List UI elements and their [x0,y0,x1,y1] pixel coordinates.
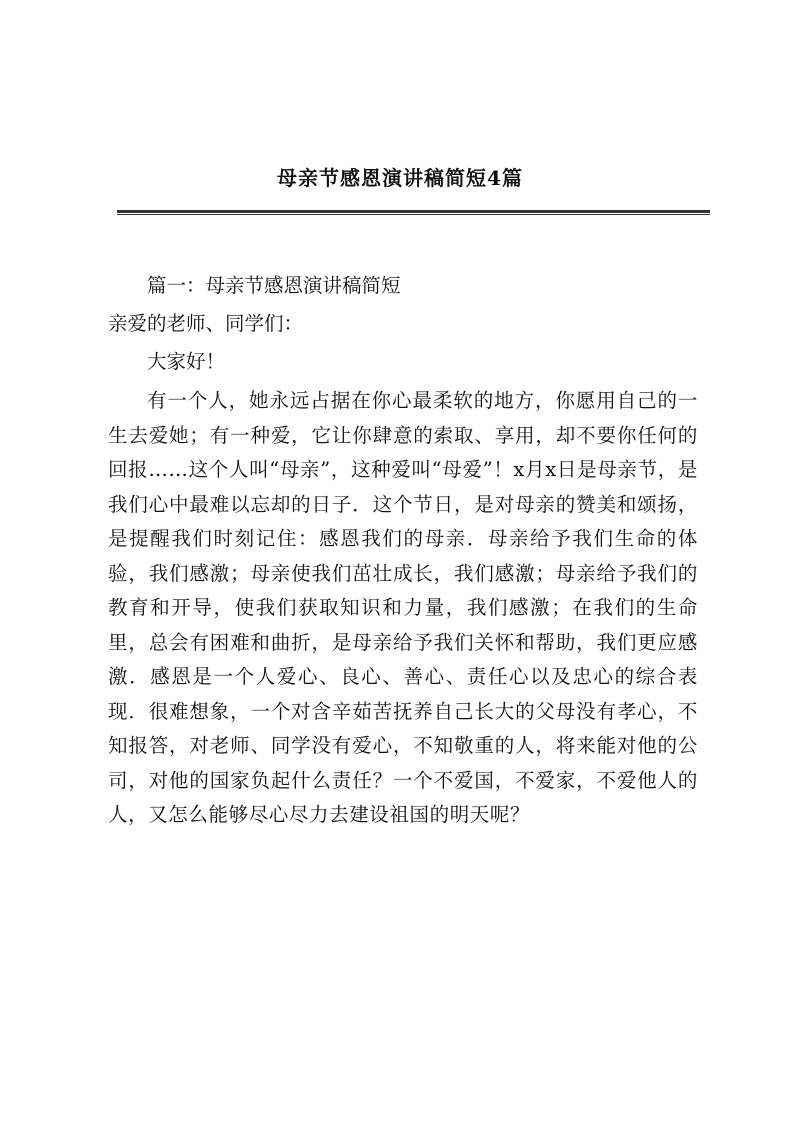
title-divider [117,210,710,215]
section-heading: 篇一：母亲节感恩演讲稿简短 [147,274,401,297]
salutation: 亲爱的老师、同学们： [108,312,304,335]
document-title: 母亲节感恩演讲稿简短4篇 [277,166,523,190]
document-body [108,270,698,840]
body-paragraph: 有一个人，她永远占据在你心最柔软的地方，你愿用自己的一生去爱她；有一种爱，它让你肆意的索取、享用，却不要你任何的回报……这个人叫“母亲”，这种爱叫“母爱”！x月x日是母亲节，是我们心中最难以忘却的日子．这个节日，是对母亲的赞美和颂扬，是提醒我们时刻记住：感恩我们的母亲．母亲给予我们生命的体验，我们感激；母亲使我们茁壮成长，我们感激；母亲给予我们的教育和开导，使我们获取知识和力量，我们感激；在我们的生命里，总会有困难和曲折，是母亲给予我们关怀和帮助，我们更应感激．感恩是一个人爱心、良心、善心、责任心以及忠心的综合表现．很难想象，一个对含辛茹苦抚养自己长大的父母没有孝心，不知报答，对老师、同学没有爱心，不知敬重的人，将来能对他的公司，对他的国家负起什么责任？一个不爱国，不爱家，不爱他人的人，又怎么能够尽心尽力去建设祖国的明天呢？ [108,389,698,826]
greeting: 大家好！ [147,350,226,373]
